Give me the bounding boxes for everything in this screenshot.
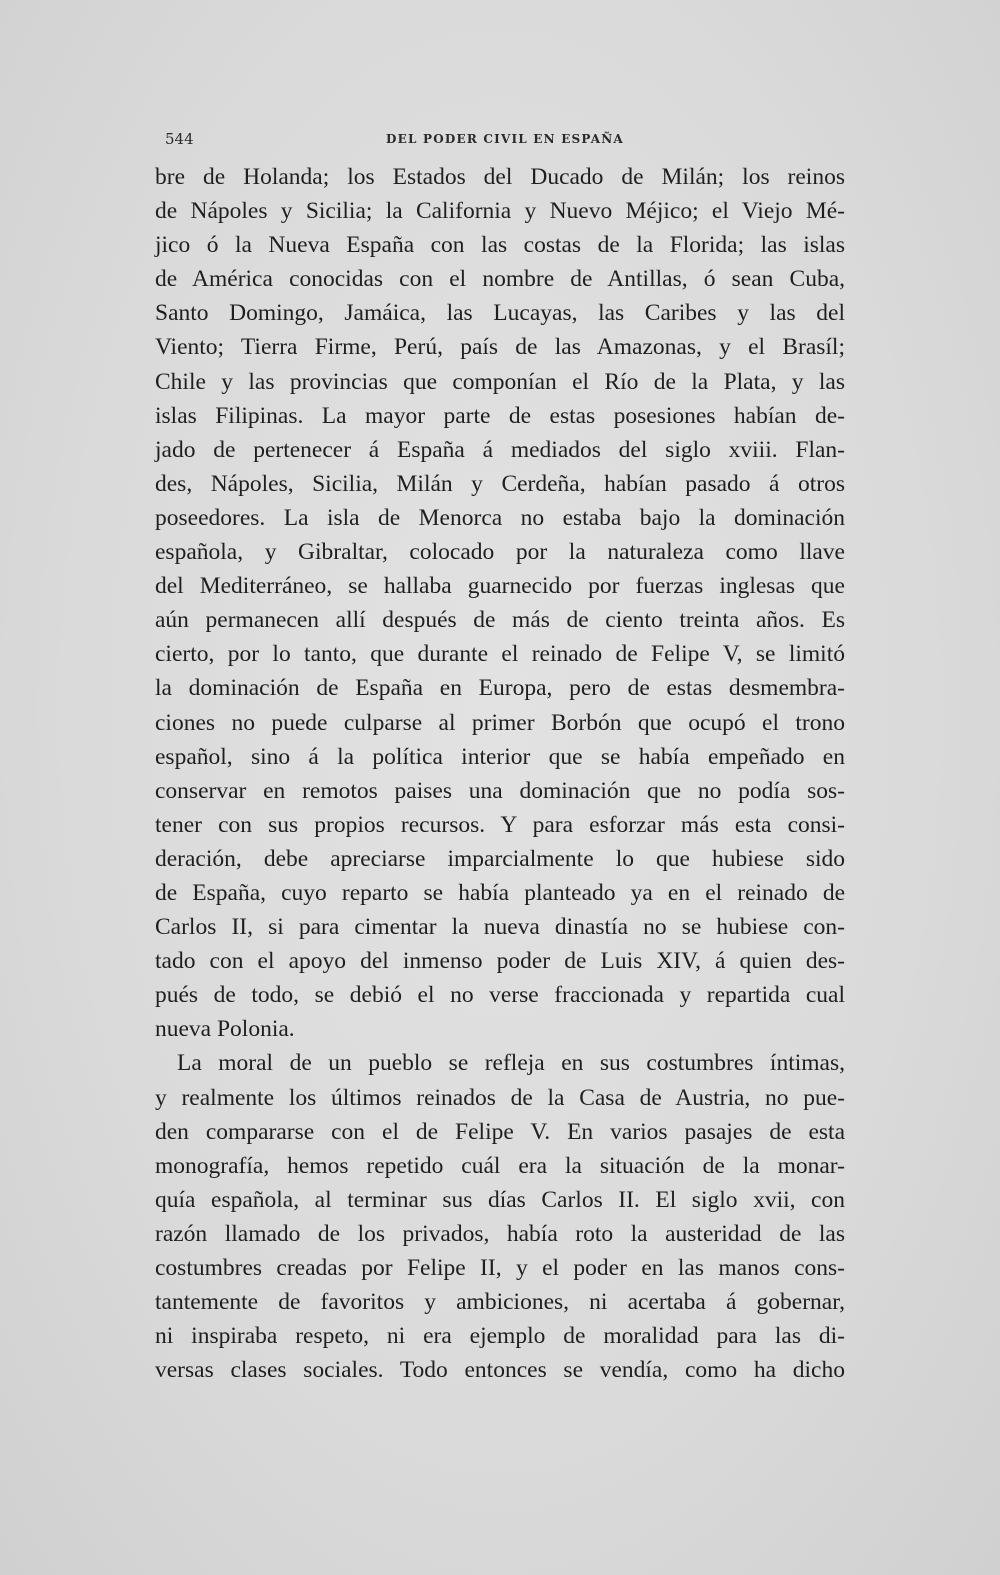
text-line: cierto, por lo tanto, que durante el reinado de Felipe V, se limitó — [155, 641, 845, 668]
text-line: monografía, hemos repetido cuál era la situación de la monar- — [155, 1152, 845, 1179]
paragraph — [155, 1046, 845, 1387]
text-line: tantemente de favoritos y ambiciones, ni acertaba á gobernar, — [155, 1289, 845, 1316]
text-line: Carlos II, si para cimentar la nueva dinastía no se hubiese con- — [155, 914, 845, 941]
text-line: La moral de un pueblo se refleja en sus costumbres íntimas, — [177, 1050, 845, 1077]
text-line: bre de Holanda; los Estados del Ducado de Milán; los reinos — [155, 164, 845, 190]
text-line: español, sino á la política interior que se había empeñado en — [155, 743, 845, 770]
text-line: ciones no puede culparse al primer Borbón que ocupó el trono — [155, 709, 845, 736]
text-line: des, Nápoles, Sicilia, Milán y Cerdeña, habían pasado á otros — [155, 470, 845, 497]
running-head — [165, 130, 845, 154]
text-line: de España, cuyo reparto se había planteado ya en el reinado de — [155, 879, 845, 906]
body-text — [155, 160, 845, 1387]
text-line: costumbres creadas por Felipe II, y el poder en las manos cons- — [155, 1255, 845, 1281]
text-line: tado con el apoyo del inmenso poder de Luis XIV, á quien des- — [155, 948, 845, 975]
page-number: 544 — [165, 130, 194, 148]
text-line: pués de todo, se debió el no verse fraccionada y repartida cual — [155, 982, 845, 1009]
paragraph — [155, 160, 845, 1046]
text-line: Chile y las provincias que componían el Río de la Plata, y las — [155, 368, 845, 395]
text-line: razón llamado de los privados, había roto la austeridad de las — [155, 1220, 845, 1247]
text-line: nueva Polonia. — [155, 1016, 295, 1043]
text-line: de América conocidas con el nombre de Antillas, ó sean Cuba, — [155, 266, 845, 293]
text-line: Santo Domingo, Jamáica, las Lucayas, las Caribes y las del — [155, 300, 845, 327]
text-line: aún permanecen allí después de más de ciento treinta años. Es — [155, 607, 845, 634]
text-line: jico ó la Nueva España con las costas de la Florida; las islas — [155, 232, 845, 259]
header-title: DEL PODER CIVIL EN ESPAÑA — [386, 132, 624, 146]
text-line: del Mediterráneo, se hallaba guarnecido por fuerzas inglesas que — [155, 573, 845, 600]
text-line: de Nápoles y Sicilia; la California y Nuevo Méjico; el Viejo Mé- — [155, 198, 845, 225]
text-line: deración, debe apreciarse imparcialmente lo que hubiese sido — [155, 845, 845, 872]
text-line: den compararse con el de Felipe V. En varios pasajes de esta — [155, 1118, 845, 1145]
text-line: islas Filipinas. La mayor parte de estas posesiones habían de- — [155, 402, 845, 429]
text-line: española, y Gibraltar, colocado por la naturaleza como llave — [155, 539, 845, 566]
text-line: ni inspiraba respeto, ni era ejemplo de moralidad para las di- — [155, 1323, 845, 1350]
text-line: y realmente los últimos reinados de la Casa de Austria, no pue- — [155, 1084, 845, 1111]
text-line: poseedores. La isla de Menorca no estaba bajo la dominación — [155, 504, 845, 531]
text-line: versas clases sociales. Todo entonces se vendía, como ha dicho — [155, 1357, 845, 1384]
text-line: la dominación de España en Europa, pero de estas desmembra- — [155, 675, 845, 702]
text-line: tener con sus propios recursos. Y para esforzar más esta consi- — [155, 811, 845, 838]
text-line: jado de pertenecer á España á mediados del siglo xviii. Flan- — [155, 436, 845, 463]
text-line: Viento; Tierra Firme, Perú, país de las Amazonas, y el Brasíl; — [155, 334, 845, 361]
text-line: quía española, al terminar sus días Carlos II. El siglo xvii, con — [155, 1186, 845, 1213]
text-line: conservar en remotos paises una dominación que no podía sos- — [155, 777, 845, 804]
